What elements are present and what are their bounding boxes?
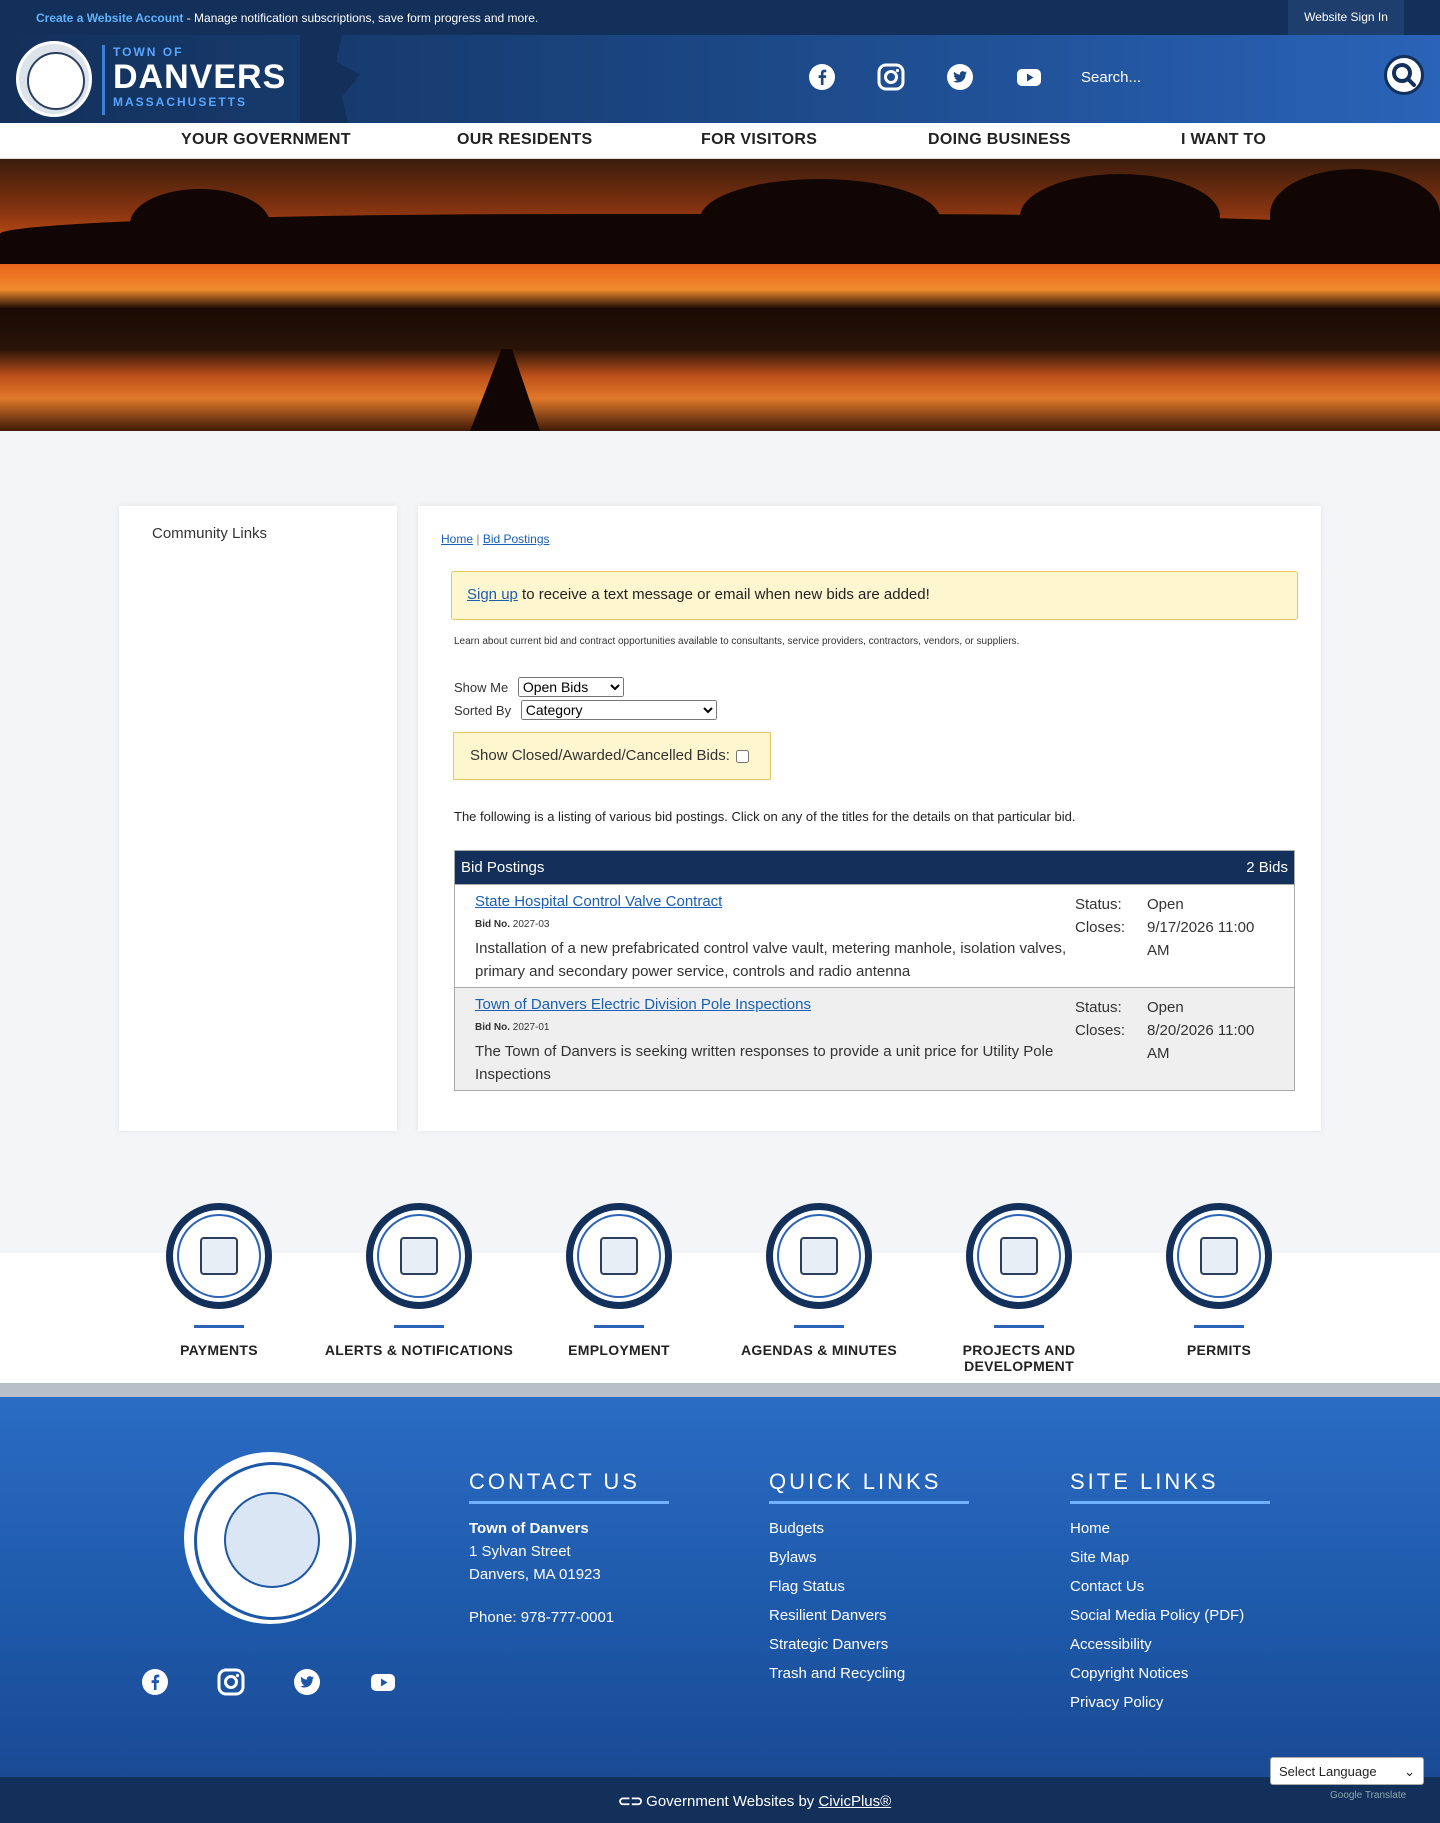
bid-postings-table: [454, 850, 1295, 1091]
quick-link-label: ALERTS & NOTIFICATIONS: [324, 1342, 514, 1358]
search-icon: [1387, 58, 1421, 92]
signup-alert: [451, 571, 1298, 620]
select-language-dropdown[interactable]: [1270, 1757, 1424, 1785]
status-label: Status:: [1075, 999, 1122, 1016]
quick-link-underline: [1194, 1325, 1244, 1328]
contact-us-column: [469, 1469, 669, 1626]
bid-row: [455, 884, 1294, 987]
town-seal-footer-logo: [184, 1452, 356, 1624]
footer-link-copyright[interactable]: Copyright Notices: [1070, 1665, 1189, 1682]
contact-us-heading: CONTACT US: [469, 1469, 669, 1504]
sorted-by-row: [454, 700, 717, 720]
quick-links-heading: QUICK LINKS: [769, 1469, 969, 1504]
contact-street: 1 Sylvan Street: [469, 1543, 571, 1560]
calendar-clock-icon: [800, 1237, 838, 1275]
footer-divider: [0, 1383, 1440, 1397]
quick-link-employment[interactable]: [519, 1203, 719, 1358]
bid-description: Installation of a new prefabricated control valve vault, metering manhole, isolation valves, primary and secondary power service, controls and radio antenna: [475, 940, 1067, 980]
quick-link-underline: [394, 1325, 444, 1328]
site-header: [0, 35, 1440, 123]
twitter-icon[interactable]: [945, 63, 975, 93]
status-value: Open: [1147, 999, 1184, 1016]
quick-link-payments[interactable]: [119, 1203, 319, 1358]
phone-chat-icon: [400, 1237, 438, 1275]
nav-doing-business[interactable]: DOING BUSINESS: [928, 131, 1071, 148]
closes-value: 8/20/2026 11:00 AM: [1147, 1022, 1255, 1062]
google-translate-credit: Google Translate: [1330, 1790, 1407, 1801]
main-navigation: [0, 123, 1440, 159]
chevron-down-icon: ⌄: [1404, 1764, 1415, 1779]
tree-silhouette: [130, 189, 270, 259]
quick-link-agendas[interactable]: [719, 1203, 919, 1358]
buoy-silhouette: [470, 349, 540, 431]
bid-meta: [1075, 893, 1267, 962]
agendas-circle: [766, 1203, 872, 1309]
instagram-icon[interactable]: [216, 1668, 246, 1698]
bid-postings-header: [455, 851, 1294, 884]
account-message: [36, 11, 538, 25]
civicplus-logo-icon: ⊂⊃: [618, 1793, 644, 1810]
show-me-select[interactable]: [518, 677, 624, 697]
create-account-link[interactable]: Create a Website Account: [36, 11, 184, 25]
footer-link-trash-recycling[interactable]: Trash and Recycling: [769, 1665, 906, 1682]
quick-link-alerts[interactable]: [319, 1203, 519, 1358]
civicplus-link[interactable]: CivicPlus®: [818, 1793, 892, 1810]
search-button[interactable]: [1384, 55, 1424, 95]
nav-your-government[interactable]: YOUR GOVERNMENT: [181, 131, 351, 148]
bid-row: [455, 987, 1294, 1090]
footer-link-privacy[interactable]: Privacy Policy: [1070, 1694, 1164, 1711]
contact-name: Town of Danvers: [469, 1520, 589, 1537]
website-sign-in-button[interactable]: Website Sign In: [1288, 0, 1404, 35]
nav-our-residents[interactable]: OUR RESIDENTS: [457, 131, 593, 148]
account-message-text: - Manage notification subscriptions, save form progress and more.: [183, 11, 539, 25]
quick-link-underline: [794, 1325, 844, 1328]
footer-link-bylaws[interactable]: Bylaws: [769, 1549, 817, 1566]
intro-text: Learn about current bid and contract opportunities available to consultants, service providers, contractors, vendors, or suppliers.: [454, 636, 1020, 647]
signup-alert-text: to receive a text message or email when new bids are added!: [517, 586, 930, 603]
employment-circle: [566, 1203, 672, 1309]
footer-link-home[interactable]: Home: [1070, 1520, 1111, 1537]
quick-link-label: PERMITS: [1186, 1342, 1252, 1358]
listing-note: The following is a listing of various bid postings. Click on any of the titles for the details on that particular bid.: [454, 809, 1076, 824]
bid-number: [475, 1022, 549, 1033]
payments-circle: [166, 1203, 272, 1309]
footer-link-social-media-policy[interactable]: Social Media Policy (PDF): [1070, 1607, 1245, 1624]
status-label: Status:: [1075, 896, 1122, 913]
permits-circle: [1166, 1203, 1272, 1309]
facebook-icon[interactable]: [140, 1668, 170, 1698]
search-input[interactable]: [1070, 57, 1370, 97]
quick-link-projects[interactable]: [919, 1203, 1119, 1374]
footer-link-resilient-danvers[interactable]: Resilient Danvers: [769, 1607, 887, 1624]
sorted-by-select[interactable]: [521, 700, 717, 720]
show-closed-label: Show Closed/Awarded/Cancelled Bids:: [470, 747, 730, 764]
closes-value: 9/17/2026 11:00 AM: [1147, 919, 1255, 959]
credit-card-icon: [200, 1237, 238, 1275]
site-links-column: [1070, 1469, 1270, 1711]
site-links-heading: SITE LINKS: [1070, 1469, 1270, 1504]
bid-postings-panel: [418, 506, 1321, 1131]
nav-i-want-to[interactable]: I WANT TO: [1181, 131, 1267, 148]
contact-phone[interactable]: Phone: 978-777-0001: [469, 1609, 615, 1626]
footer-link-budgets[interactable]: Budgets: [769, 1520, 825, 1537]
civicplus-text: Government Websites by: [646, 1793, 819, 1810]
logo-town-of: TOWN OF: [113, 45, 184, 59]
bid-title-link[interactable]: State Hospital Control Valve Contract: [475, 893, 723, 910]
show-me-row: [454, 677, 624, 697]
logo-danvers: DANVERS: [113, 58, 287, 96]
footer-link-strategic-danvers[interactable]: Strategic Danvers: [769, 1636, 889, 1653]
bid-description: The Town of Danvers is seeking written responses to provide a unit price for Utility Pole Inspections: [475, 1043, 1054, 1083]
logo-massachusetts: MASSACHUSETTS: [113, 95, 248, 109]
community-links-panel: [119, 506, 397, 1131]
blueprint-icon: [1000, 1237, 1038, 1275]
bid-number-label: Bid No.: [475, 919, 510, 930]
show-closed-box: [453, 732, 771, 780]
alerts-circle: [366, 1203, 472, 1309]
closes-label: Closes:: [1075, 919, 1126, 936]
quick-link-label: PROJECTS AND DEVELOPMENT: [962, 1342, 1076, 1374]
youtube-icon[interactable]: [368, 1668, 398, 1698]
sunset-banner-image: [0, 159, 1440, 431]
quick-link-label: AGENDAS & MINUTES: [741, 1342, 897, 1358]
breadcrumb-separator: |: [476, 532, 480, 546]
community-links-title: Community Links: [152, 525, 268, 542]
bid-number-value: 2027-01: [512, 1022, 550, 1033]
language-label: Select Language: [1279, 1764, 1377, 1779]
bid-meta: [1075, 996, 1267, 1065]
projects-circle: [966, 1203, 1072, 1309]
show-closed-checkbox[interactable]: [736, 750, 749, 763]
quick-link-label: EMPLOYMENT: [568, 1342, 670, 1358]
tree-silhouette: [1020, 174, 1220, 259]
account-bar: [0, 0, 1440, 35]
quick-link-underline: [994, 1325, 1044, 1328]
footer-link-accessibility[interactable]: Accessibility: [1070, 1636, 1152, 1653]
quick-link-underline: [594, 1325, 644, 1328]
tree-silhouette: [1270, 169, 1440, 259]
breadcrumb-bid-postings[interactable]: Bid Postings: [482, 532, 550, 546]
bid-postings-heading: Bid Postings: [461, 859, 545, 876]
contact-city: Danvers, MA 01923: [469, 1566, 601, 1583]
instagram-icon[interactable]: [876, 63, 906, 93]
sorted-by-label: Sorted By: [454, 703, 512, 718]
breadcrumb-home[interactable]: Home: [441, 532, 474, 546]
quick-links-column: [769, 1469, 969, 1682]
site-footer: [0, 1397, 1440, 1777]
civicplus-bar: [0, 1777, 1440, 1823]
quick-link-permits[interactable]: [1119, 1203, 1319, 1358]
quick-link-label: PAYMENTS: [180, 1342, 258, 1358]
closes-label: Closes:: [1075, 1022, 1126, 1039]
bid-count: 2 Bids: [1246, 859, 1288, 876]
footer-link-contact-us[interactable]: Contact Us: [1070, 1578, 1145, 1595]
bid-title-link[interactable]: Town of Danvers Electric Division Pole Inspections: [475, 996, 811, 1013]
bid-number-label: Bid No.: [475, 1022, 510, 1033]
site-logo[interactable]: [102, 45, 286, 115]
show-me-label: Show Me: [454, 680, 509, 695]
map-shape-icon: [300, 35, 360, 123]
facebook-icon[interactable]: [807, 63, 837, 93]
footer-link-flag-status[interactable]: Flag Status: [769, 1578, 845, 1595]
tree-silhouette: [700, 179, 940, 259]
town-seal-logo[interactable]: [16, 41, 92, 117]
quick-link-underline: [194, 1325, 244, 1328]
status-value: Open: [1147, 896, 1184, 913]
youtube-icon[interactable]: [1014, 63, 1044, 93]
sign-up-link[interactable]: Sign up: [467, 586, 518, 603]
document-icon: [1200, 1237, 1238, 1275]
twitter-icon[interactable]: [292, 1668, 322, 1698]
bid-number: [475, 919, 549, 930]
footer-link-site-map[interactable]: Site Map: [1070, 1549, 1130, 1566]
civicplus-credit: [618, 1792, 891, 1810]
breadcrumb: [441, 532, 550, 546]
nav-for-visitors[interactable]: FOR VISITORS: [701, 131, 818, 148]
bid-number-value: 2027-03: [512, 919, 550, 930]
people-icon: [600, 1237, 638, 1275]
